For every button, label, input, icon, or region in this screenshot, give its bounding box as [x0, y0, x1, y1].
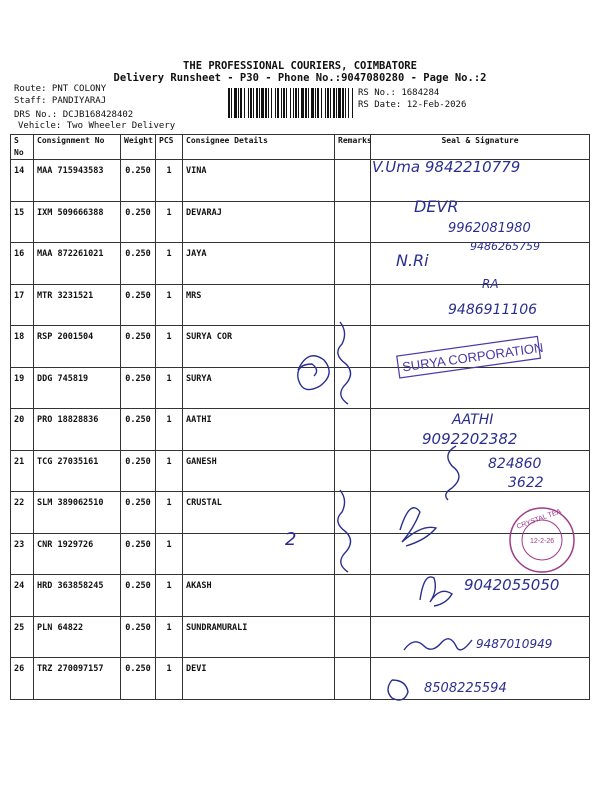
- barcode-bar: [286, 88, 287, 118]
- row-weight: 0.250: [121, 533, 156, 575]
- staff-label: Staff: PANDIYARAJ: [14, 96, 107, 106]
- row-consignee: DEVI: [183, 658, 335, 700]
- barcode-bar: [342, 88, 344, 118]
- barcode-bar: [238, 88, 239, 118]
- row-signature: [371, 409, 590, 451]
- row-sno: 24: [11, 575, 34, 617]
- barcode-bar: [345, 88, 346, 118]
- row-pcs: 1: [156, 326, 183, 368]
- col-remarks: Remarks: [335, 135, 371, 160]
- row-consignee: DEVARAJ: [183, 201, 335, 243]
- row-weight: 0.250: [121, 616, 156, 658]
- row-sno: 19: [11, 367, 34, 409]
- barcode-bar: [228, 88, 230, 118]
- row-weight: 0.250: [121, 326, 156, 368]
- barcode-bar: [244, 88, 245, 118]
- row-consignment: PRO 18828836: [34, 409, 121, 451]
- barcode: [228, 88, 355, 118]
- table-header-row: [11, 135, 590, 160]
- row-consignment: MAA 715943583: [34, 160, 121, 202]
- row-signature: [371, 243, 590, 285]
- handwritten-mrs-sign: RA: [482, 277, 499, 291]
- barcode-bar: [348, 88, 349, 118]
- barcode-bar: [308, 88, 309, 118]
- row-pcs: 1: [156, 409, 183, 451]
- table-row: [11, 243, 590, 285]
- svg-text:CRYSTAL TEA: CRYSTAL TEA: [515, 508, 563, 531]
- handwritten-mrs-phone: 9486911106: [448, 302, 538, 318]
- barcode-bar: [305, 88, 307, 118]
- barcode-bar: [301, 88, 304, 118]
- barcode-bar: [311, 88, 314, 118]
- col-weight: Weight: [121, 135, 156, 160]
- row-remarks: [335, 243, 371, 285]
- table-row: [11, 201, 590, 243]
- barcode-bar: [250, 88, 252, 118]
- row-pcs: 1: [156, 533, 183, 575]
- rs-number: RS No.: 1684284: [358, 88, 440, 98]
- row-consignment: TCG 27035161: [34, 450, 121, 492]
- row-pcs: 1: [156, 243, 183, 285]
- barcode-bar: [271, 88, 272, 118]
- row-sno: 23: [11, 533, 34, 575]
- row-weight: 0.250: [121, 243, 156, 285]
- svg-text:SURYA CORPORATION: SURYA CORPORATION: [401, 339, 545, 375]
- row-weight: 0.250: [121, 658, 156, 700]
- barcode-bar: [256, 88, 258, 118]
- barcode-bar: [240, 88, 242, 118]
- row-signature: [371, 658, 590, 700]
- barcode-bar: [327, 88, 329, 118]
- barcode-bar: [253, 88, 254, 118]
- row-consignee: AKASH: [183, 575, 335, 617]
- row-signature: [371, 201, 590, 243]
- row-consignee: JAYA: [183, 243, 335, 285]
- row-consignment: MTR 3231521: [34, 284, 121, 326]
- row-consignment: DDG 745819: [34, 367, 121, 409]
- handwritten-ganesh-phone: 824860: [488, 456, 542, 472]
- row-sno: 22: [11, 492, 34, 534]
- remark-mark: 2: [285, 529, 297, 550]
- barcode-bar: [293, 88, 294, 118]
- row-sno: 15: [11, 201, 34, 243]
- row-remarks: [335, 201, 371, 243]
- barcode-bar: [231, 88, 232, 118]
- row-sno: 16: [11, 243, 34, 285]
- row-weight: 0.250: [121, 450, 156, 492]
- row-remarks: [335, 367, 371, 409]
- row-remarks: [335, 326, 371, 368]
- row-remarks: [335, 450, 371, 492]
- col-sno: S No: [11, 135, 34, 160]
- table-row: [11, 450, 590, 492]
- row-pcs: 1: [156, 575, 183, 617]
- row-consignee: MRS: [183, 284, 335, 326]
- row-consignee: GANESH: [183, 450, 335, 492]
- table-row: [11, 367, 590, 409]
- table-row: [11, 326, 590, 368]
- table-row: [11, 409, 590, 451]
- row-signature: [371, 326, 590, 368]
- row-pcs: 1: [156, 450, 183, 492]
- barcode-bar: [261, 88, 264, 118]
- row-sno: 25: [11, 616, 34, 658]
- row-weight: 0.250: [121, 575, 156, 617]
- table-row: [11, 533, 590, 575]
- handwritten-aathi-phone: 9092202382: [422, 430, 518, 448]
- row-sno: 26: [11, 658, 34, 700]
- row-remarks: [335, 160, 371, 202]
- barcode-bar: [283, 88, 285, 118]
- row-remarks: [335, 575, 371, 617]
- row-weight: 0.250: [121, 367, 156, 409]
- row-sno: 14: [11, 160, 34, 202]
- barcode-bar: [298, 88, 299, 118]
- row-consignment: SLM 389062510: [34, 492, 121, 534]
- row-consignee: VINA: [183, 160, 335, 202]
- row-signature: [371, 160, 590, 202]
- row-consignment: TRZ 270097157: [34, 658, 121, 700]
- handwritten-devi-phone: 8508225594: [424, 681, 507, 696]
- table-row: [11, 284, 590, 326]
- barcode-bar: [295, 88, 297, 118]
- row-consignment: HRD 363858245: [34, 575, 121, 617]
- handwritten-devaraj-name: DEVR: [414, 197, 459, 216]
- row-weight: 0.250: [121, 160, 156, 202]
- barcode-bar: [325, 88, 326, 118]
- col-pcs: PCS: [156, 135, 183, 160]
- row-signature: [371, 284, 590, 326]
- barcode-bar: [248, 88, 249, 118]
- row-signature: [371, 575, 590, 617]
- row-pcs: 1: [156, 367, 183, 409]
- handwritten-jaya-sign: N.Ri: [396, 251, 429, 270]
- table-row: [11, 492, 590, 534]
- barcode-bar: [352, 88, 353, 118]
- handwritten-aathi-name: AATHI: [452, 412, 494, 428]
- row-pcs: 1: [156, 160, 183, 202]
- row-remarks: [335, 284, 371, 326]
- row-consignee: SURYA COR: [183, 326, 335, 368]
- barcode-bar: [265, 88, 267, 118]
- row-sno: 18: [11, 326, 34, 368]
- row-remarks: [335, 533, 371, 575]
- row-pcs: 1: [156, 201, 183, 243]
- barcode-bar: [336, 88, 337, 118]
- handwritten-ganesh-phone2: 3622: [508, 475, 544, 491]
- row-consignment: PLN 64822: [34, 616, 121, 658]
- row-sno: 21: [11, 450, 34, 492]
- row-weight: 0.250: [121, 284, 156, 326]
- route-label: Route: PNT COLONY: [14, 84, 107, 94]
- barcode-bar: [333, 88, 335, 118]
- row-consignment: CNR 1929726: [34, 533, 121, 575]
- row-remarks: [335, 616, 371, 658]
- row-pcs: 1: [156, 284, 183, 326]
- barcode-bar: [275, 88, 276, 118]
- table-row: [11, 658, 590, 700]
- row-consignee: SURYA: [183, 367, 335, 409]
- row-pcs: 1: [156, 492, 183, 534]
- col-consignment: Consignment No: [34, 135, 121, 160]
- row-signature: [371, 492, 590, 534]
- row-consignee: CRUSTAL: [183, 492, 335, 534]
- runsheet-table: [10, 134, 590, 700]
- table-row: [11, 575, 590, 617]
- col-signature: Seal & Signature: [371, 135, 590, 160]
- handwritten-vina: V.Uma 9842210779: [372, 158, 521, 176]
- barcode-bar: [330, 88, 331, 118]
- row-consignment: MAA 872261021: [34, 243, 121, 285]
- row-consignee: [183, 533, 335, 575]
- handwritten-akash-phone: 9042055050: [464, 576, 560, 594]
- row-consignee: AATHI: [183, 409, 335, 451]
- barcode-bar: [338, 88, 341, 118]
- barcode-bar: [277, 88, 279, 118]
- runsheet-subtitle: Delivery Runsheet - P30 - Phone No.:9047080280 - Page No.:2: [113, 72, 487, 84]
- company-title: THE PROFESSIONAL COURIERS, COIMBATORE: [183, 60, 417, 72]
- rs-date: RS Date: 12-Feb-2026: [358, 100, 467, 110]
- handwritten-sundramurali-phone: 9487010949: [476, 637, 553, 651]
- row-remarks: [335, 492, 371, 534]
- barcode-bar: [259, 88, 260, 118]
- row-pcs: 1: [156, 616, 183, 658]
- table-row: [11, 616, 590, 658]
- vehicle-label: Vehicle: Two Wheeler Delivery: [18, 121, 176, 131]
- col-consignee: Consignee Details: [183, 135, 335, 160]
- barcode-bar: [268, 88, 269, 118]
- drs-label: DRS No.: DCJB168428402: [14, 110, 134, 120]
- row-sno: 20: [11, 409, 34, 451]
- row-signature: [371, 533, 590, 575]
- row-sno: 17: [11, 284, 34, 326]
- barcode-bar: [317, 88, 319, 118]
- row-consignment: RSP 2001504: [34, 326, 121, 368]
- row-remarks: [335, 409, 371, 451]
- barcode-bar: [234, 88, 237, 118]
- row-signature: [371, 616, 590, 658]
- row-weight: 0.250: [121, 201, 156, 243]
- row-pcs: 1: [156, 658, 183, 700]
- row-signature: [371, 450, 590, 492]
- barcode-bar: [281, 88, 282, 118]
- row-remarks: [335, 658, 371, 700]
- row-weight: 0.250: [121, 492, 156, 534]
- row-consignment: IXM 509666388: [34, 201, 121, 243]
- row-weight: 0.250: [121, 409, 156, 451]
- row-signature: [371, 367, 590, 409]
- barcode-bar: [290, 88, 291, 118]
- handwritten-jaya-phone: 9486265759: [470, 240, 540, 253]
- row-consignee: SUNDRAMURALI: [183, 616, 335, 658]
- svg-text:12-2-26: 12-2-26: [530, 538, 555, 545]
- handwritten-devaraj-phone: 9962081980: [448, 221, 531, 236]
- table-row: [11, 160, 590, 202]
- barcode-bar: [315, 88, 316, 118]
- barcode-bar: [321, 88, 322, 118]
